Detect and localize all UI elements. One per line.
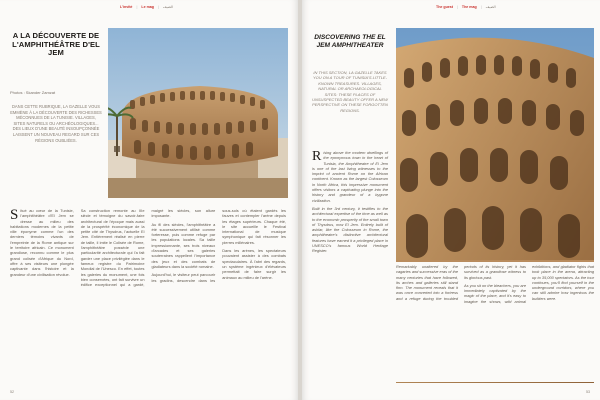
- header-left: L'invité | Le mag | الضيف: [120, 5, 173, 9]
- article-title-fr: A LA DÉCOUVERTE DE L'AMPHITHÉÂTRE D'EL JEM: [12, 31, 100, 58]
- paragraph: Sa construction remonte au IIIe siècle et témoigne du savoir-faire architectural de l'époque mais aussi de la prospérité économique de la petite cité de Thysdrus, l'actuelle El Jem. Entièrement réalisé en pierre de taille, il imite le Colisée de Rome, l'amphithéâtre possède une particularité architecturale qui l'a fait garder une place privilégiée dans le fameux registre du Patrimoine Mondial de l'Unesco. En effet, toutes les galeries du monument, une fois bien conservées, ont fait survivre un édifice exceptionnel qui a gardé, malgré les siècles, son allure imposante.: [80, 208, 216, 288]
- paragraph: Built in the 3rd century, it testifies to the architectural expertise of the time as well as to the economic prosperity of the small town of Thysdrus, now El Jem. Entirely built of ashlar, like the Colosseum in Rome, the amphitheatre's distinctive architectural features have earned it a privileged place in UNESCO's famous World Heritage Register.: [312, 205, 388, 254]
- amphitheater-photo-left: [108, 28, 288, 198]
- page-number-left: 52: [10, 390, 14, 394]
- paragraph: As you sit on the bleachers, you are immediately captivated by the magic of the place, and it's easy to imagine the shows, wild animal exhibitions, and gladiator fights that took place in the arena, attracting up to 35,000 spectators. As the tour continues, you'll find yourself in the underground corridors, where you can still admire how ingenious the builders were.: [464, 264, 594, 304]
- right-page: [302, 0, 600, 400]
- article-body-fr: [10, 208, 286, 383]
- paragraph: Situé au cœur de la Tunisie, l'amphithéâtre d'El Jem se dresse au milieu des habitations modernes de la petite ville éponyme comme l'un des derniers témoins vivants de l'empreinte de la Rome antique sur le territoire africain. Ce monument grandiose, reconnu comme le plus grand colisée d'Afrique du Nord, offre à ses visiteurs une plongée captivante dans l'histoire et la grandeur d'une civilisation révolue.: [10, 207, 74, 277]
- header-magazine-en: The mag: [461, 5, 477, 9]
- paragraph: Aujourd'hui, le visiteur peut parcourir les gradins, descendre dans les sous-sols où étaient gardés les fauves et contempler l'arène depuis les étages supérieurs. Chaque été, le site accueille le Festival international de musique symphonique qui fait résonner les pierres millénaires.: [151, 208, 286, 283]
- article-title-en: DISCOVERING THE EL JEM AMPHITHEATER: [314, 34, 386, 49]
- paragraph: Au fil des siècles, l'amphithéâtre a été successivement utilisé comme forteresse, puis comme refuge par les populations locales. Sa taille impressionnante, ses trois niveaux d'arcades et ses galeries souterraines rappellent l'importance des jeux et des combats de gladiateurs dans la société romaine.: [151, 221, 216, 269]
- dropcap-fr: S: [10, 207, 19, 223]
- header-section-ar: الضيف: [485, 5, 496, 9]
- header-section-en: The guest: [436, 5, 453, 9]
- left-page: [0, 0, 298, 400]
- paragraph: Remarkably unaltered by the vagaries and successive eras of the many centuries that have followed, its arches and galleries still stand firm. The monument reveals that it was once converted into a fortress and a refuge during the troubled periods of its history, yet it has survived as a grandiose witness to its glorious past.: [396, 264, 526, 301]
- paragraph: Rising above the modern dwellings of the eponymous town in the heart of Tunisia, the Amphitheatre of El Jem is one of the last living witnesses to the imprint of ancient Rome on the African continent. Known as the largest Colosseum in North Africa, this impressive monument offers visitors a captivating plunge into the history and grandeur of a bygone civilization.: [312, 149, 388, 203]
- photo-credit: Photos : Skander Zamzat: [10, 90, 56, 95]
- intro-en: IN THIS SECTION, LA GAZELLE TAKES YOU ON A TOUR OF TUNISIA'S LITTLE-KNOWN TREASURES. VILLAGES, NATURAL OR ARCHAEOLOGICAL SITES: THESE PLACES OF UNSUSPECTED BEAUTY OFFER A NEW PERSPECTIVE ON THESE FORGOTTEN REGIONS.: [312, 70, 388, 113]
- article-body-en-columns: [396, 262, 594, 382]
- dropcap-en: R: [312, 149, 322, 164]
- article-body-en-first-column: [312, 150, 388, 380]
- header-section-fr: L'invité: [120, 5, 133, 9]
- header-section-ar: الضيف: [162, 5, 173, 9]
- intro-fr: DANS CETTE RUBRIQUE, LA GAZELLE VOUS EMMÈNE À LA DÉCOUVERTE DES RICHESSES MÉCONNUES DE LA TUNISIE. VILLAGES, SITES NATURELS OU ARCHÉOLOGIQUES... DES LIEUX D'UNE BEAUTÉ INSOUPÇONNÉE LAISSENT UN NOUVEAU REGARD SUR CES RÉGIONS OUBLIÉES.: [10, 104, 102, 143]
- page-number-right: 53: [586, 390, 590, 394]
- header-magazine-fr: Le mag: [141, 5, 154, 9]
- paragraph: Dans les arènes, les spectateurs pouvaient assister à des combats spectaculaires. À l'abri des regards, un système ingénieux d'élévateurs permettait de faire surgir les animaux au milieu de l'arène.: [222, 248, 286, 280]
- header-right: The guest | The mag | الضيف: [436, 5, 496, 9]
